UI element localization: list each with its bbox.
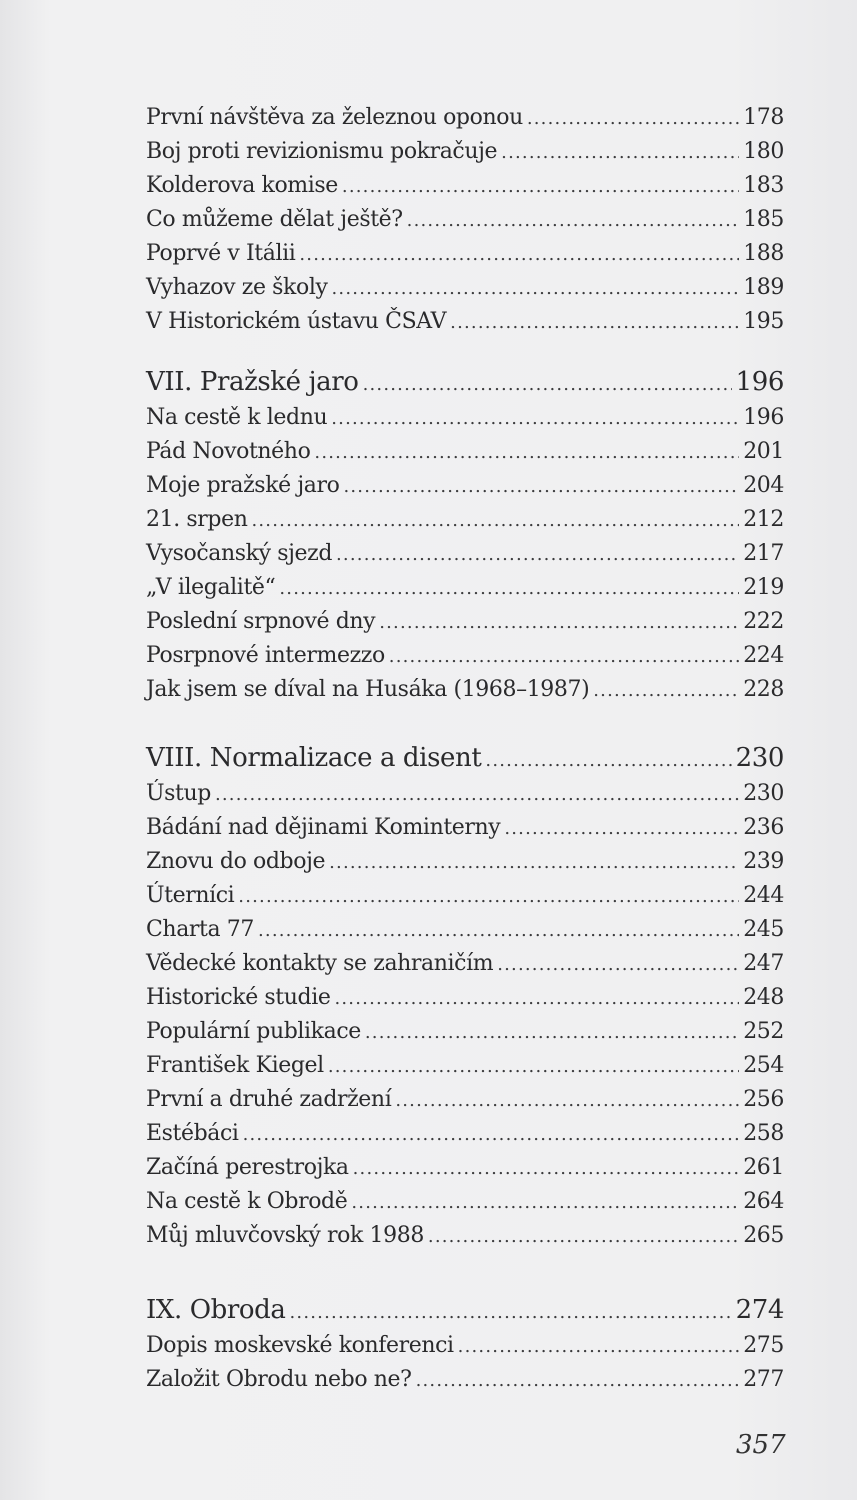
toc-entry xyxy=(146,1015,784,1049)
leader-dots xyxy=(593,674,739,708)
leader-dots xyxy=(501,136,739,170)
toc-entry xyxy=(146,169,784,203)
toc-entry-title: Posrpnové intermezzo xyxy=(146,643,385,668)
toc-entry-title: Znovu do odboje xyxy=(146,849,326,874)
toc-section-vii xyxy=(146,363,784,707)
toc-entry-title: Na cestě k lednu xyxy=(146,405,328,430)
leader-dots xyxy=(497,948,739,982)
toc-entry-title: Můj mluvčovský rok 1988 xyxy=(146,1223,424,1248)
toc-entry-title: 21. srpen xyxy=(146,507,248,532)
toc-entry-page: 178 xyxy=(743,105,784,130)
toc-entry xyxy=(146,469,784,503)
toc-entry-title: Vyhazov ze školy xyxy=(146,275,328,300)
leader-dots xyxy=(342,170,739,204)
toc-entry-page: 254 xyxy=(743,1053,784,1078)
toc-entry xyxy=(146,913,784,947)
toc-entry-page: 189 xyxy=(743,275,784,300)
toc-entry-page: 219 xyxy=(743,575,784,600)
toc-entry-page: 217 xyxy=(743,541,784,566)
toc-chapter-title: VII. Pražské jaro xyxy=(146,367,359,397)
toc-entry-page: 275 xyxy=(743,1333,784,1358)
toc-entry-page: 204 xyxy=(743,473,784,498)
leader-dots xyxy=(299,238,739,272)
toc-entry-title: Estébáci xyxy=(146,1121,239,1146)
leader-dots xyxy=(314,436,739,470)
leader-dots xyxy=(328,1050,739,1084)
toc-entry-page: 230 xyxy=(743,781,784,806)
leader-dots xyxy=(251,504,739,538)
toc-entry-title: Vysočanský sjezd xyxy=(146,541,333,566)
toc-entry-page: 239 xyxy=(743,849,784,874)
toc-entry xyxy=(146,1219,784,1253)
leader-dots xyxy=(331,402,739,436)
toc-section-viii xyxy=(146,739,784,1253)
toc-entry xyxy=(146,947,784,981)
toc-entry-title: Populární publikace xyxy=(146,1019,361,1044)
leader-dots xyxy=(363,366,732,404)
leader-dots xyxy=(527,102,739,136)
toc-chapter-title: IX. Obroda xyxy=(146,1295,286,1325)
toc-entry-title: Poslední srpnové dny xyxy=(146,609,376,634)
toc-entry-page: 244 xyxy=(743,883,784,908)
leader-dots xyxy=(329,846,739,880)
toc-entry xyxy=(146,673,784,707)
toc-chapter-heading xyxy=(146,363,784,401)
leader-dots xyxy=(334,982,739,1016)
toc-entry-title: První návštěva za železnou oponou xyxy=(146,105,523,130)
toc-entry xyxy=(146,135,784,169)
toc-entry-page: 188 xyxy=(743,241,784,266)
leader-dots xyxy=(353,1152,740,1186)
toc-entry-page: 224 xyxy=(743,643,784,668)
toc-entry-title: Ústup xyxy=(146,781,211,806)
toc-entry-page: 247 xyxy=(743,951,784,976)
leader-dots xyxy=(428,1220,739,1254)
leader-dots xyxy=(243,1118,740,1152)
toc-entry-title: Na cestě k Obrodě xyxy=(146,1189,348,1214)
toc-chapter-page: 196 xyxy=(735,367,784,397)
toc-entry-title: Založit Obrodu nebo ne? xyxy=(146,1367,412,1392)
toc-chapter-heading xyxy=(146,1291,784,1329)
leader-dots xyxy=(336,538,739,572)
toc-entry xyxy=(146,203,784,237)
toc-section-vi-continued xyxy=(146,101,784,339)
leader-dots xyxy=(416,1364,740,1398)
leader-dots xyxy=(450,306,739,340)
toc-entry xyxy=(146,571,784,605)
toc-entry-title: V Historickém ústavu ČSAV xyxy=(146,309,447,334)
toc-entry-title: První a druhé zadržení xyxy=(146,1087,392,1112)
toc-entry-page: 256 xyxy=(743,1087,784,1112)
toc-entry-page: 258 xyxy=(743,1121,784,1146)
toc-entry xyxy=(146,639,784,673)
leader-dots xyxy=(379,606,739,640)
toc-entry xyxy=(146,981,784,1015)
leader-dots xyxy=(258,914,739,948)
toc-chapter-title: VIII. Normalizace a disent xyxy=(146,743,482,773)
toc-entry-title: Poprvé v Itálii xyxy=(146,241,296,266)
toc-entry-page: 185 xyxy=(743,207,784,232)
toc-entry-title: František Kiegel xyxy=(146,1053,324,1078)
toc-entry-page: 183 xyxy=(743,173,784,198)
toc-entry xyxy=(146,811,784,845)
toc-chapter-page: 274 xyxy=(735,1295,784,1325)
toc-entry xyxy=(146,537,784,571)
toc-entry xyxy=(146,401,784,435)
toc-entry-title: Kolderova komise xyxy=(146,173,338,198)
toc-entry xyxy=(146,1329,784,1363)
toc-entry-title: Pád Novotného xyxy=(146,439,311,464)
toc-entry-page: 265 xyxy=(743,1223,784,1248)
toc-entry-page: 261 xyxy=(743,1155,784,1180)
toc-entry xyxy=(146,503,784,537)
leader-dots xyxy=(389,640,739,674)
toc-entry xyxy=(146,777,784,811)
toc-entry xyxy=(146,101,784,135)
toc-entry xyxy=(146,305,784,339)
toc-entry-title: Boj proti revizionismu pokračuje xyxy=(146,139,498,164)
toc-entry-page: 228 xyxy=(743,677,784,702)
leader-dots xyxy=(343,470,739,504)
toc-entry xyxy=(146,845,784,879)
toc-entry xyxy=(146,1049,784,1083)
toc-entry xyxy=(146,271,784,305)
toc-entry-title: Moje pražské jaro xyxy=(146,473,340,498)
toc-entry-page: 264 xyxy=(743,1189,784,1214)
leader-dots xyxy=(279,572,739,606)
leader-dots xyxy=(290,1294,732,1332)
leader-dots xyxy=(407,204,740,238)
toc-entry-title: Začíná perestrojka xyxy=(146,1155,349,1180)
leader-dots xyxy=(365,1016,739,1050)
toc-entry-page: 196 xyxy=(743,405,784,430)
toc-entry-page: 245 xyxy=(743,917,784,942)
toc-entry-title: Charta 77 xyxy=(146,917,254,942)
toc-entry xyxy=(146,1151,784,1185)
toc-entry-title: Bádání nad dějinami Kominterny xyxy=(146,815,501,840)
leader-dots xyxy=(238,880,739,914)
toc-chapter-heading xyxy=(146,739,784,777)
toc-entry-title: „V ilegalitě“ xyxy=(146,575,276,600)
toc-entry-page: 212 xyxy=(743,507,784,532)
toc-section-ix xyxy=(146,1291,784,1397)
leader-dots xyxy=(215,778,739,812)
toc-entry xyxy=(146,237,784,271)
toc-entry-page: 222 xyxy=(743,609,784,634)
toc-entry xyxy=(146,605,784,639)
toc-entry-page: 201 xyxy=(743,439,784,464)
leader-dots xyxy=(504,812,739,846)
toc-entry-title: Úterníci xyxy=(146,883,235,908)
toc-entry xyxy=(146,1083,784,1117)
toc-entry-page: 248 xyxy=(743,985,784,1010)
page-number: 357 xyxy=(736,1430,786,1460)
toc-entry xyxy=(146,1117,784,1151)
toc-entry-title: Co můžeme dělat ještě? xyxy=(146,207,403,232)
leader-dots xyxy=(351,1186,739,1220)
leader-dots xyxy=(332,272,740,306)
toc-entry xyxy=(146,435,784,469)
toc-entry-page: 180 xyxy=(743,139,784,164)
toc-entry-title: Dopis moskevské konferenci xyxy=(146,1333,454,1358)
toc-entry-page: 195 xyxy=(743,309,784,334)
toc-entry-page: 277 xyxy=(743,1367,784,1392)
toc-entry-title: Historické studie xyxy=(146,985,331,1010)
toc-entry xyxy=(146,1363,784,1397)
toc-entry xyxy=(146,1185,784,1219)
toc-entry xyxy=(146,879,784,913)
toc-entry-title: Jak jsem se díval na Husáka (1968–1987) xyxy=(146,677,590,702)
toc-entry-page: 236 xyxy=(743,815,784,840)
toc-chapter-page: 230 xyxy=(735,743,784,773)
leader-dots xyxy=(395,1084,739,1118)
toc-entry-page: 252 xyxy=(743,1019,784,1044)
table-of-contents xyxy=(146,101,784,1397)
toc-entry-title: Vědecké kontakty se zahraničím xyxy=(146,951,494,976)
leader-dots xyxy=(458,1330,740,1364)
leader-dots xyxy=(485,742,731,780)
